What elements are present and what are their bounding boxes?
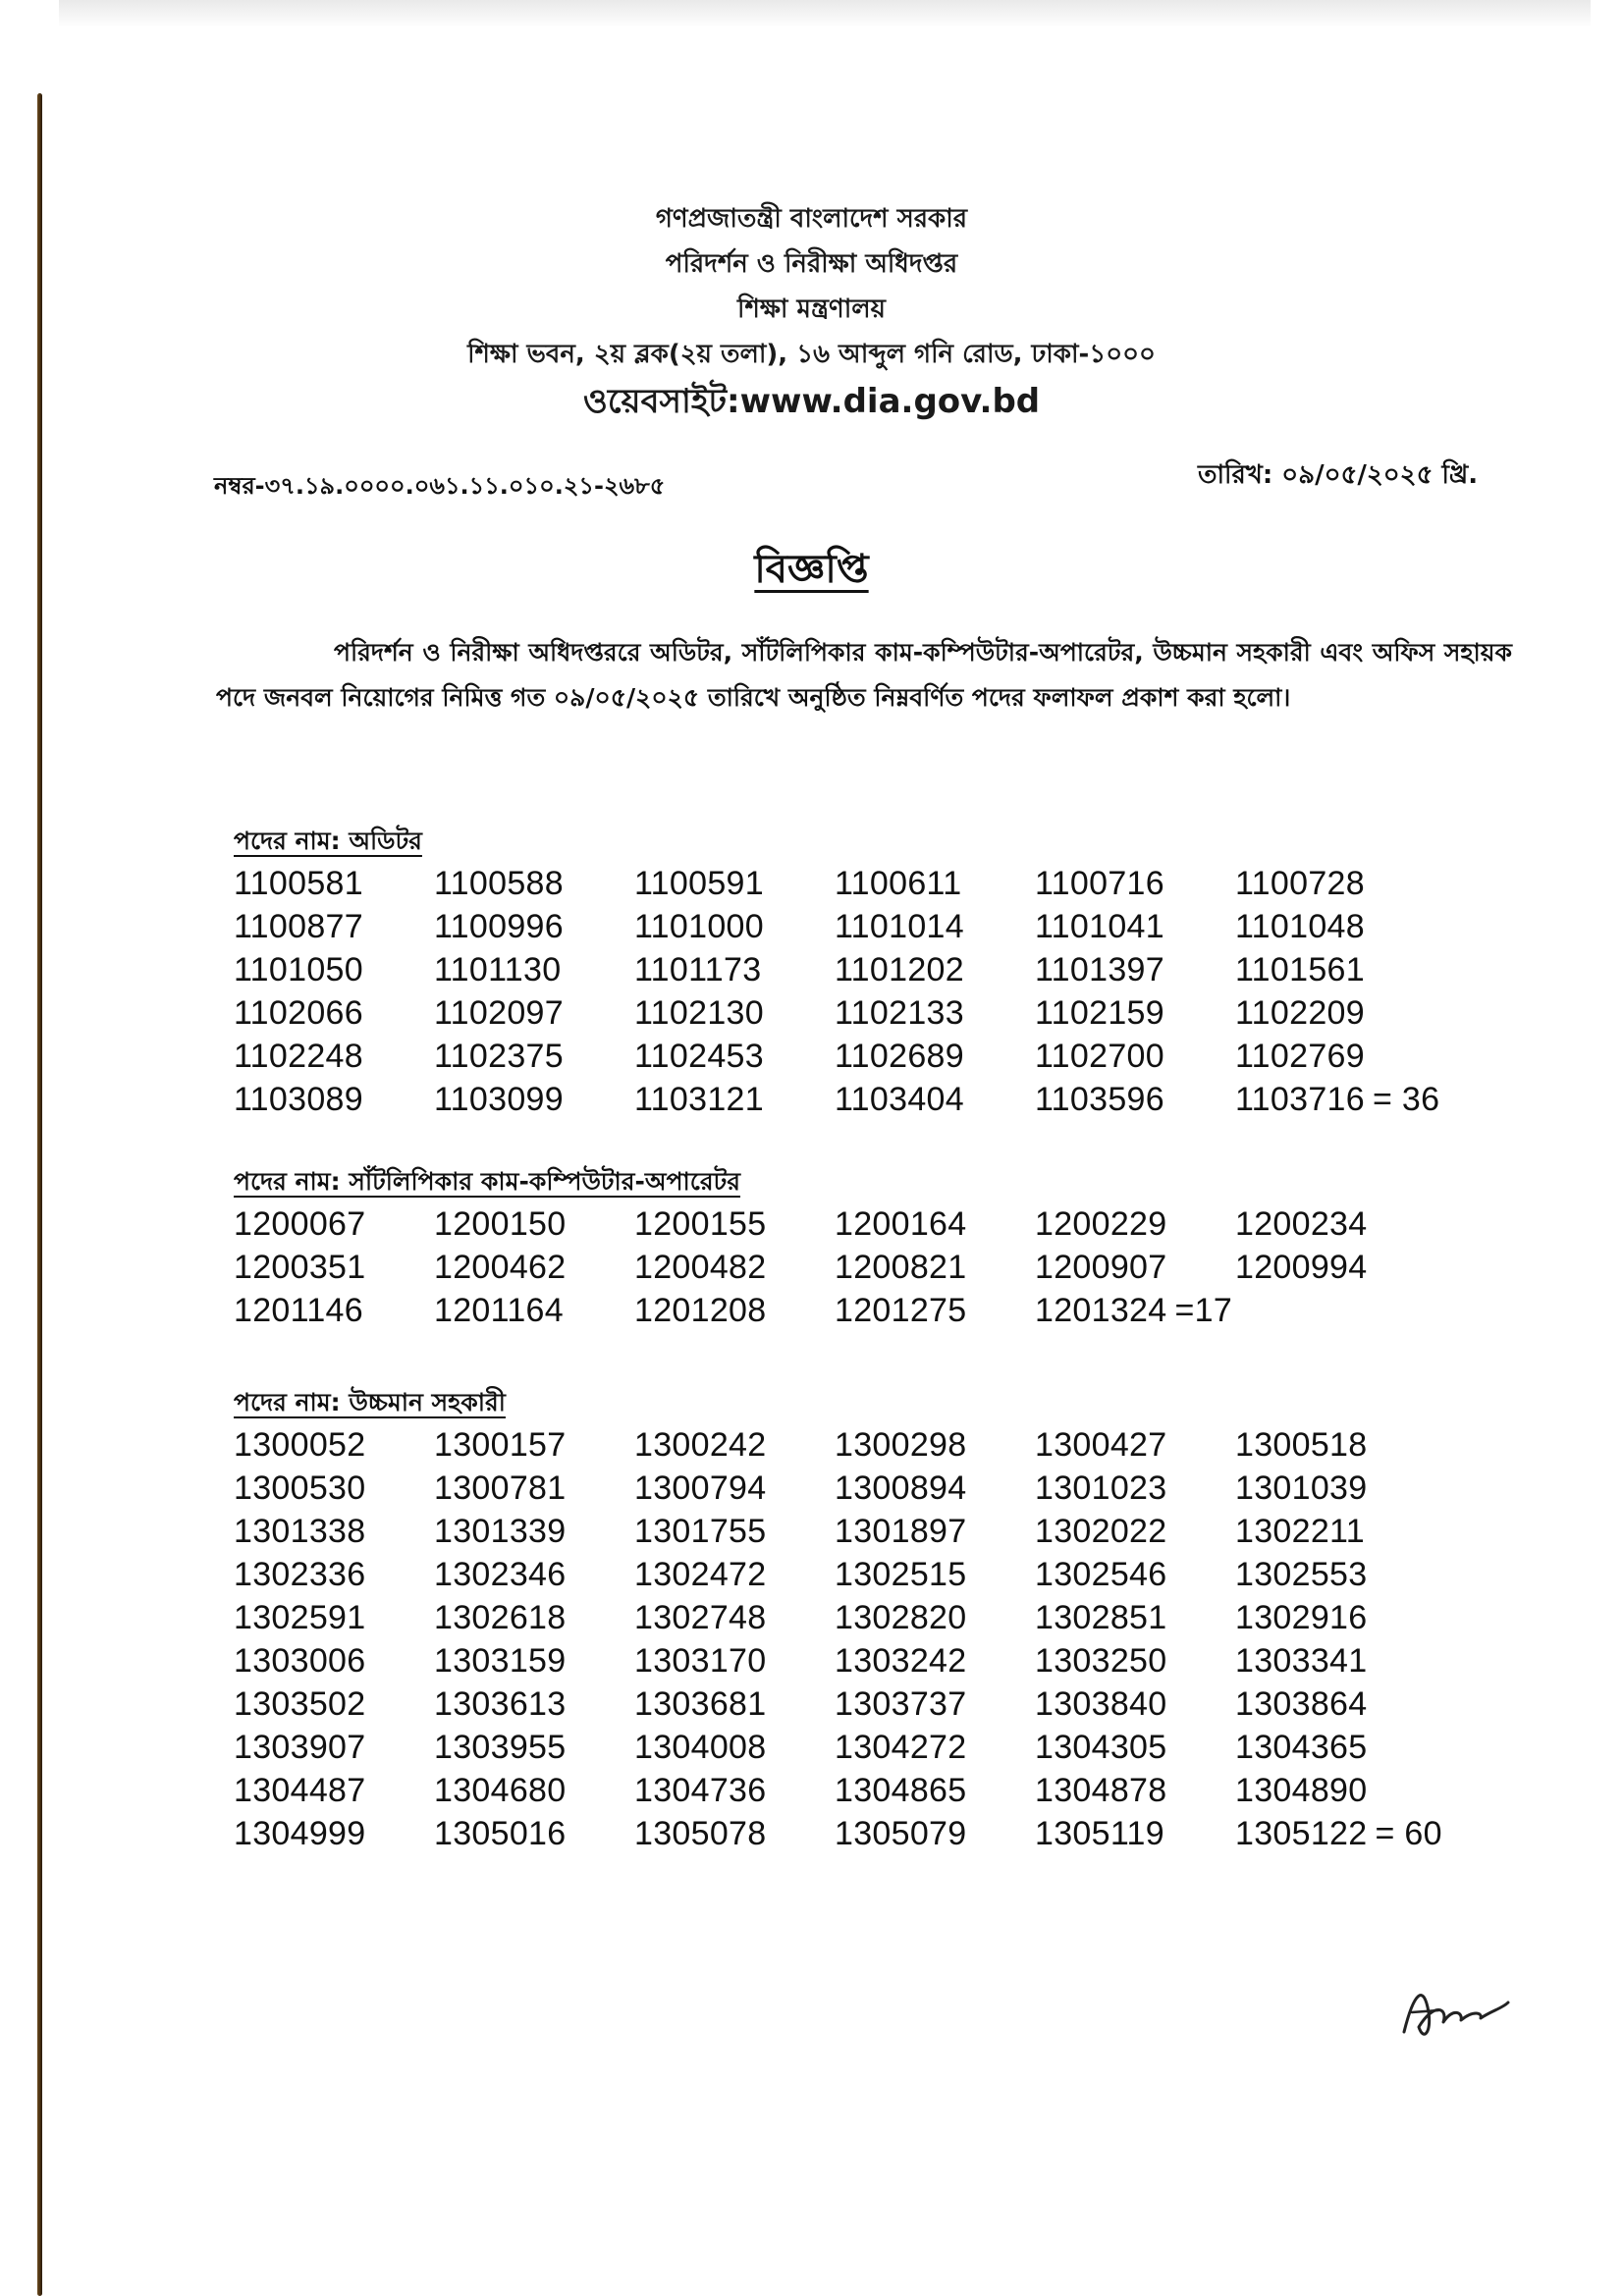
roll-number: 1200150: [434, 1204, 567, 1243]
table-row: [234, 1510, 1530, 1553]
roll-number: 1102159: [1035, 993, 1164, 1032]
roll-number: 1302546: [1035, 1555, 1167, 1593]
roll-number: 1300242: [634, 1425, 767, 1464]
roll-number: 1200067: [234, 1204, 366, 1243]
table-row: [234, 948, 1530, 991]
signature: [1394, 1973, 1512, 2052]
notice-body: পরিদর্শন ও নিরীক্ষা অধিদপ্তররে অডিটর, সাঁটলিপিকার কাম-কম্পিউটার-অপারেটর, উচ্চমান সহকারী এবং অফিস সহায়ক পদে জনবল নিয়োগের নিমিত্ত গত ০৯/০৫/২০২৫ তারিখে অনুষ্ঠিত নিম্নবর্ণিত পদের ফলাফল প্রকাশ করা হলো।: [216, 638, 1512, 712]
roll-number: 1101048: [1235, 907, 1365, 945]
section-title: পদের নাম: সাঁটলিপিকার কাম-কম্পিউটার-অপারেটর: [234, 1167, 740, 1196]
roll-number: 1302618: [434, 1598, 567, 1636]
roll-number: 1201208: [634, 1291, 767, 1329]
roll-number: 1102700: [1035, 1037, 1164, 1075]
roll-number: 1300518: [1235, 1425, 1368, 1464]
roll-number: 1302820: [835, 1598, 967, 1636]
roll-number: 1101014: [835, 907, 964, 945]
roll-number: 1103596: [1035, 1080, 1164, 1118]
roll-number: 1301897: [835, 1512, 967, 1550]
table-row: [234, 1596, 1530, 1639]
roll-number: 1101041: [1035, 907, 1164, 945]
roll-number: 1100996: [434, 907, 564, 945]
roll-number: 1300530: [234, 1468, 366, 1507]
roll-number: 1200164: [835, 1204, 967, 1243]
roll-number: 1301039: [1235, 1468, 1368, 1507]
roll-number: 1101561: [1235, 950, 1365, 988]
roll-number: 1305078: [634, 1814, 767, 1852]
roll-number: 1302346: [434, 1555, 567, 1593]
roll-number: 1100591: [634, 864, 764, 902]
table-row: [234, 1035, 1530, 1078]
section-total: = 60: [1375, 1814, 1442, 1852]
memo-number: নম্বর-৩৭.১৯.০০০০.০৬১.১১.০১০.২১-২৬৮৫: [214, 472, 666, 500]
roll-number: 1303170: [634, 1641, 767, 1680]
roll-number: 1304365: [1235, 1728, 1368, 1766]
roll-number: 1200234: [1235, 1204, 1368, 1243]
table-row: [234, 1726, 1530, 1769]
government-name: গণপ্রজাতন্ত্রী বাংলাদেশ সরকার: [655, 204, 968, 234]
roll-number: 1302591: [234, 1598, 366, 1636]
roll-number: 1103089: [234, 1080, 363, 1118]
roll-number: 1301023: [1035, 1468, 1167, 1507]
roll-number: 1200821: [835, 1248, 967, 1286]
table-row: [234, 1467, 1530, 1510]
roll-number: 1200482: [634, 1248, 767, 1286]
notice-title-wrap: [0, 538, 1623, 604]
roll-number: 1102133: [835, 993, 964, 1032]
roll-number: 1300298: [835, 1425, 967, 1464]
roll-number: 1201275: [835, 1291, 967, 1329]
roll-number: 1304890: [1235, 1771, 1368, 1809]
roll-number: 1201164: [434, 1291, 564, 1329]
roll-number: 1101202: [835, 950, 964, 988]
roll-number: 1304865: [835, 1771, 967, 1809]
roll-number: 1200462: [434, 1248, 567, 1286]
roll-number: 1302748: [634, 1598, 767, 1636]
roll-number: 1300894: [835, 1468, 967, 1507]
roll-number: 1101173: [634, 950, 762, 988]
roll-number: 1303242: [835, 1641, 967, 1680]
roll-list: [234, 1423, 1530, 1855]
roll-number: 1200155: [634, 1204, 767, 1243]
roll-number: 1301339: [434, 1512, 567, 1550]
roll-number: 1300781: [434, 1468, 567, 1507]
roll-number: 1305122 = 60: [1235, 1814, 1442, 1852]
roll-number: 1302472: [634, 1555, 767, 1593]
table-row: [234, 1078, 1530, 1121]
roll-number: 1303681: [634, 1684, 767, 1723]
table-row: [234, 1812, 1530, 1855]
notice-title: বিজ্ঞপ্তি: [754, 547, 869, 592]
roll-number: 1102453: [634, 1037, 764, 1075]
roll-number: 1200351: [234, 1248, 366, 1286]
roll-number: 1100877: [234, 907, 363, 945]
roll-number: 1303864: [1235, 1684, 1368, 1723]
memo-date: তারিখ: ০৯/০৫/২০২৫ খ্রি.: [1198, 460, 1479, 490]
section-stenographer: [234, 1163, 1530, 1332]
roll-number: 1301338: [234, 1512, 366, 1550]
roll-number: 1102769: [1235, 1037, 1365, 1075]
roll-number: 1302851: [1035, 1598, 1167, 1636]
roll-number: 1303907: [234, 1728, 366, 1766]
roll-number: 1101050: [234, 950, 363, 988]
roll-number: 1302211: [1235, 1512, 1365, 1550]
roll-number: 1303613: [434, 1684, 567, 1723]
roll-number: 1102066: [234, 993, 363, 1032]
roll-number: 1101130: [434, 950, 562, 988]
roll-number: 1304878: [1035, 1771, 1167, 1809]
roll-number: 1302515: [835, 1555, 967, 1593]
roll-number: 1303955: [434, 1728, 567, 1766]
roll-number: 1201324 =17: [1035, 1291, 1233, 1329]
roll-number: 1300157: [434, 1425, 567, 1464]
roll-number: 1303341: [1235, 1641, 1368, 1680]
roll-number: 1200229: [1035, 1204, 1167, 1243]
roll-number: 1304736: [634, 1771, 767, 1809]
ministry-name: শিক্ষা মন্ত্রণালয়: [737, 294, 886, 324]
section-title: পদের নাম: অডিটর: [234, 827, 422, 855]
roll-number: 1304272: [835, 1728, 967, 1766]
table-row: [234, 1423, 1530, 1467]
table-row: [234, 1246, 1530, 1289]
section-auditor: [234, 823, 1530, 1121]
roll-number: 1300052: [234, 1425, 366, 1464]
roll-number: 1103099: [434, 1080, 564, 1118]
roll-number: 1305119: [1035, 1814, 1164, 1852]
roll-number: 1102130: [634, 993, 764, 1032]
roll-number: 1102248: [234, 1037, 363, 1075]
roll-number: 1303737: [835, 1684, 967, 1723]
roll-number: 1103716 = 36: [1235, 1080, 1440, 1118]
office-address: শিক্ষা ভবন, ২য় ব্লক(২য় তলা), ১৬ আব্দুল গনি রোড, ঢাকা-১০০০: [467, 340, 1156, 369]
table-row: [234, 905, 1530, 948]
roll-number: 1303250: [1035, 1641, 1167, 1680]
section-upper-division-assistant: [234, 1384, 1530, 1855]
roll-number: 1304008: [634, 1728, 767, 1766]
roll-number: 1305016: [434, 1814, 567, 1852]
letterhead: [0, 196, 1623, 426]
directorate-name: পরিদর্শন ও নিরীক্ষা অধিদপ্তর: [665, 249, 958, 279]
roll-number: 1100611: [835, 864, 962, 902]
section-total: = 36: [1372, 1080, 1440, 1118]
roll-number: 1304305: [1035, 1728, 1167, 1766]
table-row: [234, 1682, 1530, 1726]
roll-number: 1101000: [634, 907, 764, 945]
website: ওয়েবসাইট:www.dia.gov.bd: [582, 382, 1041, 421]
table-row: [234, 1289, 1530, 1332]
roll-number: 1103121: [634, 1080, 764, 1118]
roll-number: 1200907: [1035, 1248, 1167, 1286]
roll-number: 1302022: [1035, 1512, 1167, 1550]
roll-number: 1302336: [234, 1555, 366, 1593]
roll-number: 1101397: [1035, 950, 1164, 988]
roll-number: 1300794: [634, 1468, 767, 1507]
scan-top-shadow: [59, 0, 1591, 27]
roll-number: 1302916: [1235, 1598, 1368, 1636]
roll-number: 1304680: [434, 1771, 567, 1809]
roll-number: 1200994: [1235, 1248, 1368, 1286]
roll-number: 1302553: [1235, 1555, 1368, 1593]
roll-number: 1102375: [434, 1037, 564, 1075]
table-row: [234, 1553, 1530, 1596]
roll-number: 1304487: [234, 1771, 366, 1809]
section-total: =17: [1174, 1291, 1233, 1329]
roll-number: 1100728: [1235, 864, 1365, 902]
roll-number: 1102209: [1235, 993, 1365, 1032]
roll-number: 1303006: [234, 1641, 366, 1680]
table-row: [234, 1202, 1530, 1246]
roll-number: 1303840: [1035, 1684, 1167, 1723]
section-title: পদের নাম: উচ্চমান সহকারী: [234, 1388, 506, 1416]
table-row: [234, 862, 1530, 905]
roll-number: 1102097: [434, 993, 564, 1032]
roll-number: 1102689: [835, 1037, 964, 1075]
table-row: [234, 1769, 1530, 1812]
roll-number: 1300427: [1035, 1425, 1167, 1464]
roll-number: 1100588: [434, 864, 564, 902]
roll-number: 1303502: [234, 1684, 366, 1723]
roll-number: 1301755: [634, 1512, 767, 1550]
table-row: [234, 991, 1530, 1035]
roll-number: 1103404: [835, 1080, 964, 1118]
roll-number: 1303159: [434, 1641, 567, 1680]
roll-number: 1201146: [234, 1291, 363, 1329]
table-row: [234, 1639, 1530, 1682]
roll-list: [234, 862, 1530, 1121]
roll-number: 1304999: [234, 1814, 366, 1852]
roll-number: 1100716: [1035, 864, 1164, 902]
roll-number: 1100581: [234, 864, 363, 902]
roll-list: [234, 1202, 1530, 1332]
roll-number: 1305079: [835, 1814, 967, 1852]
